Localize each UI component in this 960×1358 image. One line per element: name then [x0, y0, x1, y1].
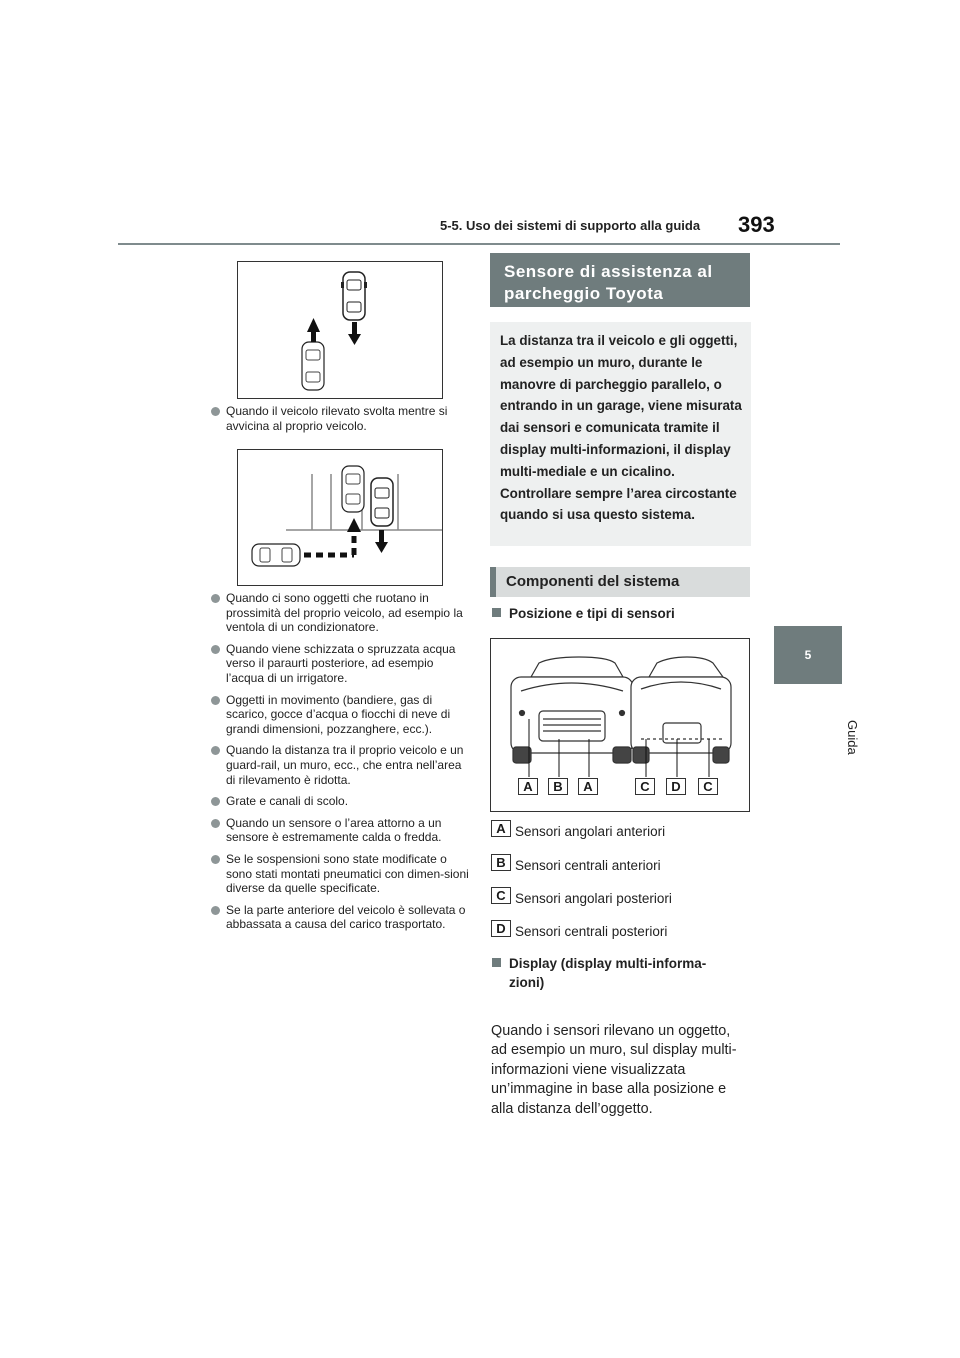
- page-number: 393: [738, 212, 775, 237]
- square-bullet-icon: [492, 958, 501, 967]
- display-heading-line1: Display (display multi-informa-: [509, 956, 707, 971]
- bullet-item: Se la parte anteriore del veicolo è sollevata o abbassata a causa del carico trasportato.: [210, 903, 470, 932]
- legend-letter-a: A: [491, 820, 511, 837]
- chapter-tab[interactable]: 5: [774, 626, 842, 684]
- display-heading: [492, 954, 706, 992]
- section-heading-box: [490, 253, 750, 307]
- display-description: Quando i sensori rilevano un oggetto, ad esempio un muro, sul display multi-informazioni viene visualizzata un’immagine in base alla posizione e alla distanza dell’oggetto.: [491, 1023, 737, 1117]
- figure-parking-slots: [237, 449, 443, 586]
- section-heading-line1: Sensore di assistenza al: [504, 262, 713, 281]
- figure-label-a: A: [518, 778, 538, 795]
- bullet-item: Quando viene schizzata o spruzzata acqua verso il paraurti posteriore, ad esempio l’acqua di un irrigatore.: [210, 642, 470, 686]
- section-heading-line2: parcheggio Toyota: [504, 284, 664, 303]
- legend-letter-d: D: [491, 920, 511, 937]
- legend-text-d: Sensori centrali posteriori: [515, 924, 668, 939]
- bullet-list-bottom: [210, 591, 470, 939]
- figure-label-a: A: [578, 778, 598, 795]
- position-heading: [492, 606, 675, 621]
- bullet-item: Se le sospensioni sono state modificate o sono stati montati pneumatici con dimen-sioni diverse da quelle specificate.: [210, 852, 470, 896]
- parking-illustration: [238, 450, 442, 585]
- turning-vehicle-illustration: [238, 262, 442, 398]
- bullet-item: Oggetti in movimento (bandiere, gas di scarico, gocce d’acqua o fiocchi di neve di grandi dimensioni, pozzanghere, ecc.).: [210, 693, 470, 737]
- display-heading-line2: zioni): [509, 975, 545, 990]
- intro-text: La distanza tra il veicolo e gli oggetti, ad esempio un muro, durante le manovre di parcheggio parallelo, o entrando in un garage, viene misurata dai sensori e comunicata tramite il display multi-informazioni, il display multi-mediale e un cicalino. Controllare sempre l’area circostante quando si usa questo sistema.: [500, 333, 742, 523]
- bullet-item: Quando il veicolo rilevato svolta mentre si avvicina al proprio veicolo.: [210, 404, 470, 433]
- bullet-list-top: [210, 404, 470, 440]
- figure-label-d: D: [666, 778, 686, 795]
- position-heading-text: Posizione e tipi di sensori: [509, 606, 675, 621]
- bullet-item: Quando ci sono oggetti che ruotano in prossimità del proprio veicolo, ad esempio la ventola di un condizionatore.: [210, 591, 470, 635]
- figure-turning-vehicle: [237, 261, 443, 399]
- legend-text-b: Sensori centrali anteriori: [515, 858, 661, 873]
- legend-text-c: Sensori angolari posteriori: [515, 891, 672, 906]
- chapter-label: Guida: [845, 720, 860, 755]
- square-bullet-icon: [492, 608, 501, 617]
- bullet-item: Quando la distanza tra il proprio veicolo e un guard-rail, un muro, ecc., che entra nell’area di rilevamento è ridotta.: [210, 743, 470, 787]
- components-heading: Componenti del sistema: [490, 567, 750, 597]
- legend-text-a: Sensori angolari anteriori: [515, 824, 666, 839]
- legend-letter-c: C: [491, 887, 511, 904]
- header-rule: [118, 243, 840, 245]
- legend-letter-b: B: [491, 854, 511, 871]
- figure-label-c: C: [635, 778, 655, 795]
- bullet-item: Quando un sensore o l’area attorno a un sensore è estremamente calda o fredda.: [210, 816, 470, 845]
- section-title: 5-5. Uso dei sistemi di supporto alla guida: [440, 218, 701, 233]
- figure-label-c: C: [698, 778, 718, 795]
- bullet-item: Grate e canali di scolo.: [210, 794, 470, 809]
- figure-sensor-positions: [490, 638, 750, 812]
- figure-label-b: B: [548, 778, 568, 795]
